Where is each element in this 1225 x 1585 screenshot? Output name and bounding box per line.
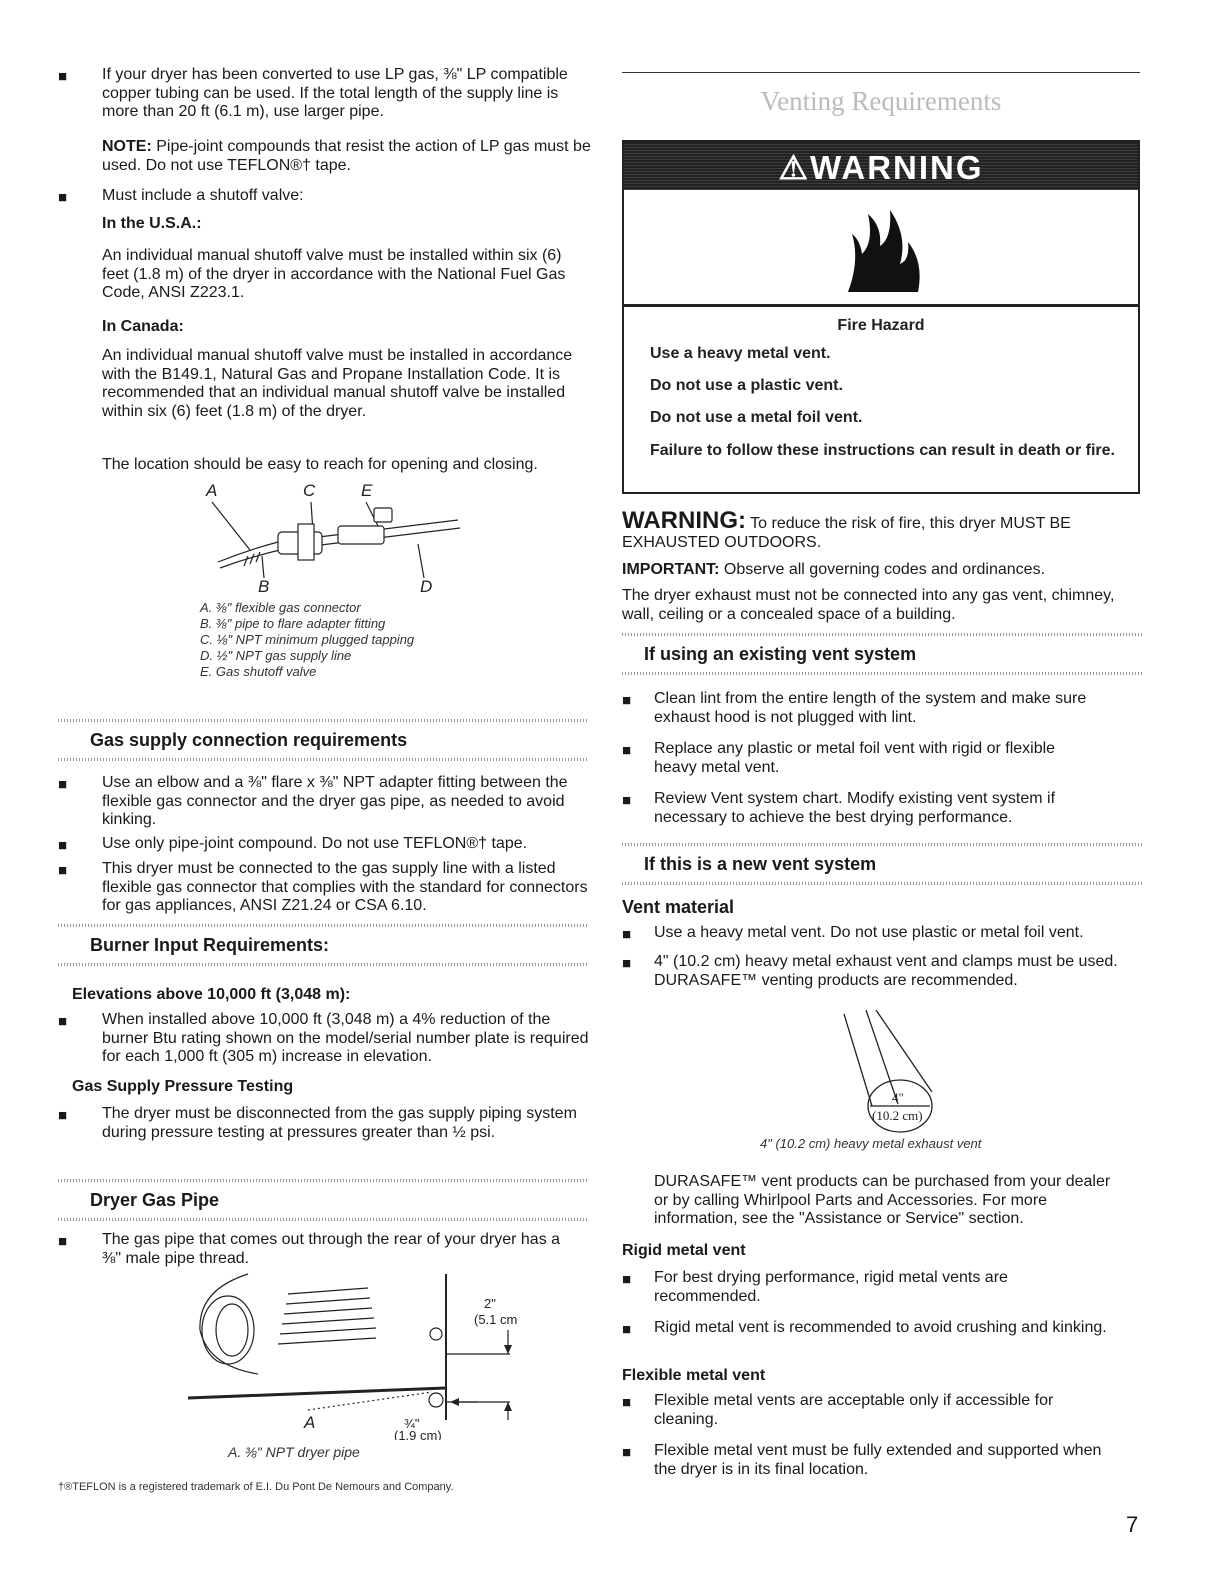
- bullet-icon: ■: [622, 1321, 632, 1338]
- existing-item-1: Clean lint from the entire length of the system and make sure exhaust hood is not plugged with lint.: [654, 690, 1087, 726]
- lp-gas-bullet: If your dryer has been converted to use LP gas, ⅜" LP compatible copper tubing can be used. If the total length of the supply line is more than 20 ft (6.1 m), use larger pipe.: [102, 66, 568, 120]
- bullet-icon: ■: [58, 1107, 68, 1124]
- warning-statement: [622, 507, 1142, 552]
- bullet-icon: ■: [58, 68, 68, 85]
- fig1-caption-b: B. ⅜" pipe to flare adapter fitting: [200, 616, 386, 631]
- important-text: Observe all governing codes and ordinances.: [723, 561, 1046, 578]
- bullet-icon: ■: [622, 1394, 632, 1411]
- burner-heading: Burner Input Requirements:: [90, 935, 330, 955]
- fig2-dim-2in: 2": [484, 1296, 496, 1311]
- existing-item-3: Review Vent system chart. Modify existing vent system if necessary to achieve the best drying performance.: [654, 790, 1056, 826]
- warning-banner-text: ⚠WARNING: [778, 149, 984, 186]
- bullet-icon: ■: [58, 862, 68, 879]
- divider: [58, 719, 588, 722]
- fig1-label-a: A: [206, 481, 218, 500]
- bullet-icon: ■: [622, 692, 632, 709]
- gas-supply-item-1: Use an elbow and a ⅜" flare x ⅜" NPT adapter fitting between the flexible gas connector and the dryer gas pipe, as needed to avoid kinking.: [102, 774, 568, 828]
- gas-connection-figure: [188, 480, 488, 595]
- fig2-caption: A. ⅜" NPT dryer pipe: [228, 1444, 360, 1460]
- vent-dim-in: 4": [892, 1090, 904, 1105]
- important-statement: [622, 561, 1142, 580]
- bullet-icon: ■: [622, 792, 632, 809]
- bullet-icon: ■: [622, 1271, 632, 1288]
- gas-supply-item-2: Use only pipe-joint compound. Do not use TEFLON®† tape.: [102, 835, 528, 852]
- bullet-icon: ■: [58, 776, 68, 793]
- rigid-item-2: Rigid metal vent is recommended to avoid crushing and kinking.: [654, 1319, 1107, 1336]
- bullet-icon: ■: [58, 1013, 68, 1030]
- new-vent-heading-bar: [622, 843, 1142, 885]
- existing-item-2: Replace any plastic or metal foil vent with rigid or flexible heavy metal vent.: [654, 740, 1056, 776]
- gas-supply-heading: Gas supply connection requirements: [90, 730, 408, 750]
- fig1-label-e: E: [361, 481, 373, 500]
- new-vent-heading: If this is a new vent system: [644, 854, 877, 874]
- fig2-dim-3-4in: ¾": [404, 1416, 420, 1431]
- divider: [622, 843, 1142, 846]
- fig1-caption-d: D. ½" NPT gas supply line: [200, 648, 352, 663]
- important-label: IMPORTANT:: [622, 561, 720, 578]
- fig1-caption-c: C. ⅛" NPT minimum plugged tapping: [200, 632, 415, 647]
- hazard-line-4: Failure to follow these instructions can result in death or fire.: [650, 442, 1115, 459]
- fig1-label-d: D: [420, 577, 433, 595]
- usa-text: An individual manual shutoff valve must be installed within six (6) feet (1.8 m) of the dryer in accordance with the National Fuel Gas Code, ANSI Z223.1.: [102, 247, 566, 301]
- vent-caption: 4" (10.2 cm) heavy metal exhaust vent: [760, 1136, 982, 1151]
- divider: [58, 1218, 588, 1221]
- vent-material-item-1: Use a heavy metal vent. Do not use plastic or metal foil vent.: [654, 924, 1084, 941]
- fire-icon: [838, 202, 928, 296]
- divider: [58, 1179, 588, 1182]
- existing-vent-heading-bar: [622, 633, 1142, 675]
- canada-heading: In Canada:: [102, 318, 184, 335]
- shutoff-bullet: Must include a shutoff valve:: [102, 187, 304, 204]
- dryer-pipe-figure: [188, 1270, 518, 1440]
- bullet-icon: ■: [622, 742, 632, 759]
- note-text: Pipe-joint compounds that resist the action of LP gas must be used. Do not use TEFLON®† tape.: [102, 138, 591, 174]
- usa-heading: In the U.S.A.:: [102, 215, 202, 232]
- hazard-line-2: Do not use a plastic vent.: [650, 377, 843, 394]
- bullet-icon: ■: [58, 189, 68, 206]
- note-label: NOTE:: [102, 138, 152, 155]
- burner-heading-bar: [58, 924, 588, 966]
- vent-figure: [842, 1010, 942, 1138]
- warning-text: To reduce the risk of fire, this dryer MUST BE EXHAUSTED OUTDOORS.: [622, 515, 1071, 551]
- teflon-footnote: †®TEFLON is a registered trademark of E.I. Du Pont De Nemours and Company.: [58, 1481, 454, 1493]
- fig2-dim-5cm: (5.1 cm): [474, 1312, 518, 1327]
- bullet-icon: ■: [58, 1233, 68, 1250]
- fig1-captions: [200, 600, 414, 680]
- page-number: 7: [1126, 1512, 1139, 1537]
- bullet-icon: ■: [622, 926, 632, 943]
- divider: [622, 882, 1142, 885]
- pressure-item: The dryer must be disconnected from the gas supply piping system during pressure testing at pressures greater than ½ psi.: [102, 1105, 577, 1141]
- bullet-icon: ■: [58, 837, 68, 854]
- fig2-label-a: A: [304, 1413, 316, 1432]
- flex-item-1: Flexible metal vents are acceptable only if accessible for cleaning.: [654, 1392, 1054, 1428]
- fig1-label-c: C: [303, 481, 316, 500]
- warning-banner: [624, 142, 1138, 190]
- flex-heading: Flexible metal vent: [622, 1367, 766, 1384]
- gas-connection-drawing: [188, 480, 488, 595]
- vent-dim-cm: (10.2 cm): [872, 1108, 923, 1123]
- fig2-dim-1-9cm: (1.9 cm): [394, 1428, 442, 1440]
- vent-drawing: [842, 1010, 942, 1138]
- rigid-heading: Rigid metal vent: [622, 1242, 746, 1259]
- hazard-line-3: Do not use a metal foil vent.: [650, 409, 863, 426]
- fire-icon-drawing: [838, 202, 928, 296]
- durasafe-text: DURASAFE™ vent products can be purchased from your dealer or by calling Whirlpool Parts and Accessories. For more information, see the "Assistance or Service" section.: [654, 1173, 1111, 1227]
- section-title: Venting Requirements: [760, 86, 1002, 116]
- dryer-pipe-drawing: [188, 1270, 518, 1440]
- divider: [58, 758, 588, 761]
- warning-box: [622, 140, 1140, 494]
- dryer-pipe-heading-bar: [58, 1179, 588, 1221]
- vent-material-heading: Vent material: [622, 897, 735, 917]
- bullet-icon: ■: [622, 955, 632, 972]
- lp-note: [102, 138, 592, 175]
- divider: [622, 672, 1142, 675]
- warning-label: WARNING:: [622, 507, 746, 534]
- top-rule: [622, 72, 1140, 73]
- elevation-heading: Elevations above 10,000 ft (3,048 m):: [72, 986, 351, 1003]
- fig1-caption-e: E. Gas shutoff valve: [200, 664, 317, 679]
- vent-material-item-2: 4" (10.2 cm) heavy metal exhaust vent and clamps must be used. DURASAFE™ venting products are recommended.: [654, 953, 1118, 989]
- elevation-item: When installed above 10,000 ft (3,048 m) a 4% reduction of the burner Btu rating shown on the model/serial number plate is required for each 1,000 ft (305 m) increase in elevation.: [102, 1011, 589, 1065]
- exhaust-text: The dryer exhaust must not be connected into any gas vent, chimney, wall, ceiling or a concealed space of a building.: [622, 587, 1115, 623]
- alert-triangle-icon: ⚠: [778, 149, 811, 186]
- bullet-icon: ■: [622, 1444, 632, 1461]
- gas-supply-heading-bar: [58, 719, 588, 761]
- location-text: The location should be easy to reach for opening and closing.: [102, 456, 538, 473]
- fig1-label-b: B: [258, 577, 270, 595]
- divider: [58, 924, 588, 927]
- gas-supply-item-3: This dryer must be connected to the gas supply line with a listed flexible gas connector that complies with the standard for connectors for gas appliances, ANSI Z21.24 or CSA 6.10.: [102, 860, 588, 914]
- hazard-title: Fire Hazard: [837, 317, 925, 334]
- divider: [622, 633, 1142, 636]
- divider: [58, 963, 588, 966]
- dryer-pipe-heading: Dryer Gas Pipe: [90, 1190, 220, 1210]
- flex-item-2: Flexible metal vent must be fully extended and supported when the dryer is in its final location.: [654, 1442, 1102, 1478]
- fig1-caption-a: A. ⅜" flexible gas connector: [200, 600, 361, 615]
- warning-body: [624, 304, 1138, 497]
- hazard-line-1: Use a heavy metal vent.: [650, 345, 831, 362]
- rigid-item-1: For best drying performance, rigid metal vents are recommended.: [654, 1269, 1008, 1305]
- dryer-pipe-item: The gas pipe that comes out through the rear of your dryer has a ⅜" male pipe thread.: [102, 1231, 561, 1267]
- pressure-heading: Gas Supply Pressure Testing: [72, 1078, 294, 1095]
- canada-text: An individual manual shutoff valve must be installed in accordance with the B149.1, Natural Gas and Propane Installation Code. It is recommended that an individual manual shutoff valve be installed within six (6) feet (1.8 m) of the dryer.: [102, 347, 573, 420]
- existing-vent-heading: If using an existing vent system: [644, 644, 917, 664]
